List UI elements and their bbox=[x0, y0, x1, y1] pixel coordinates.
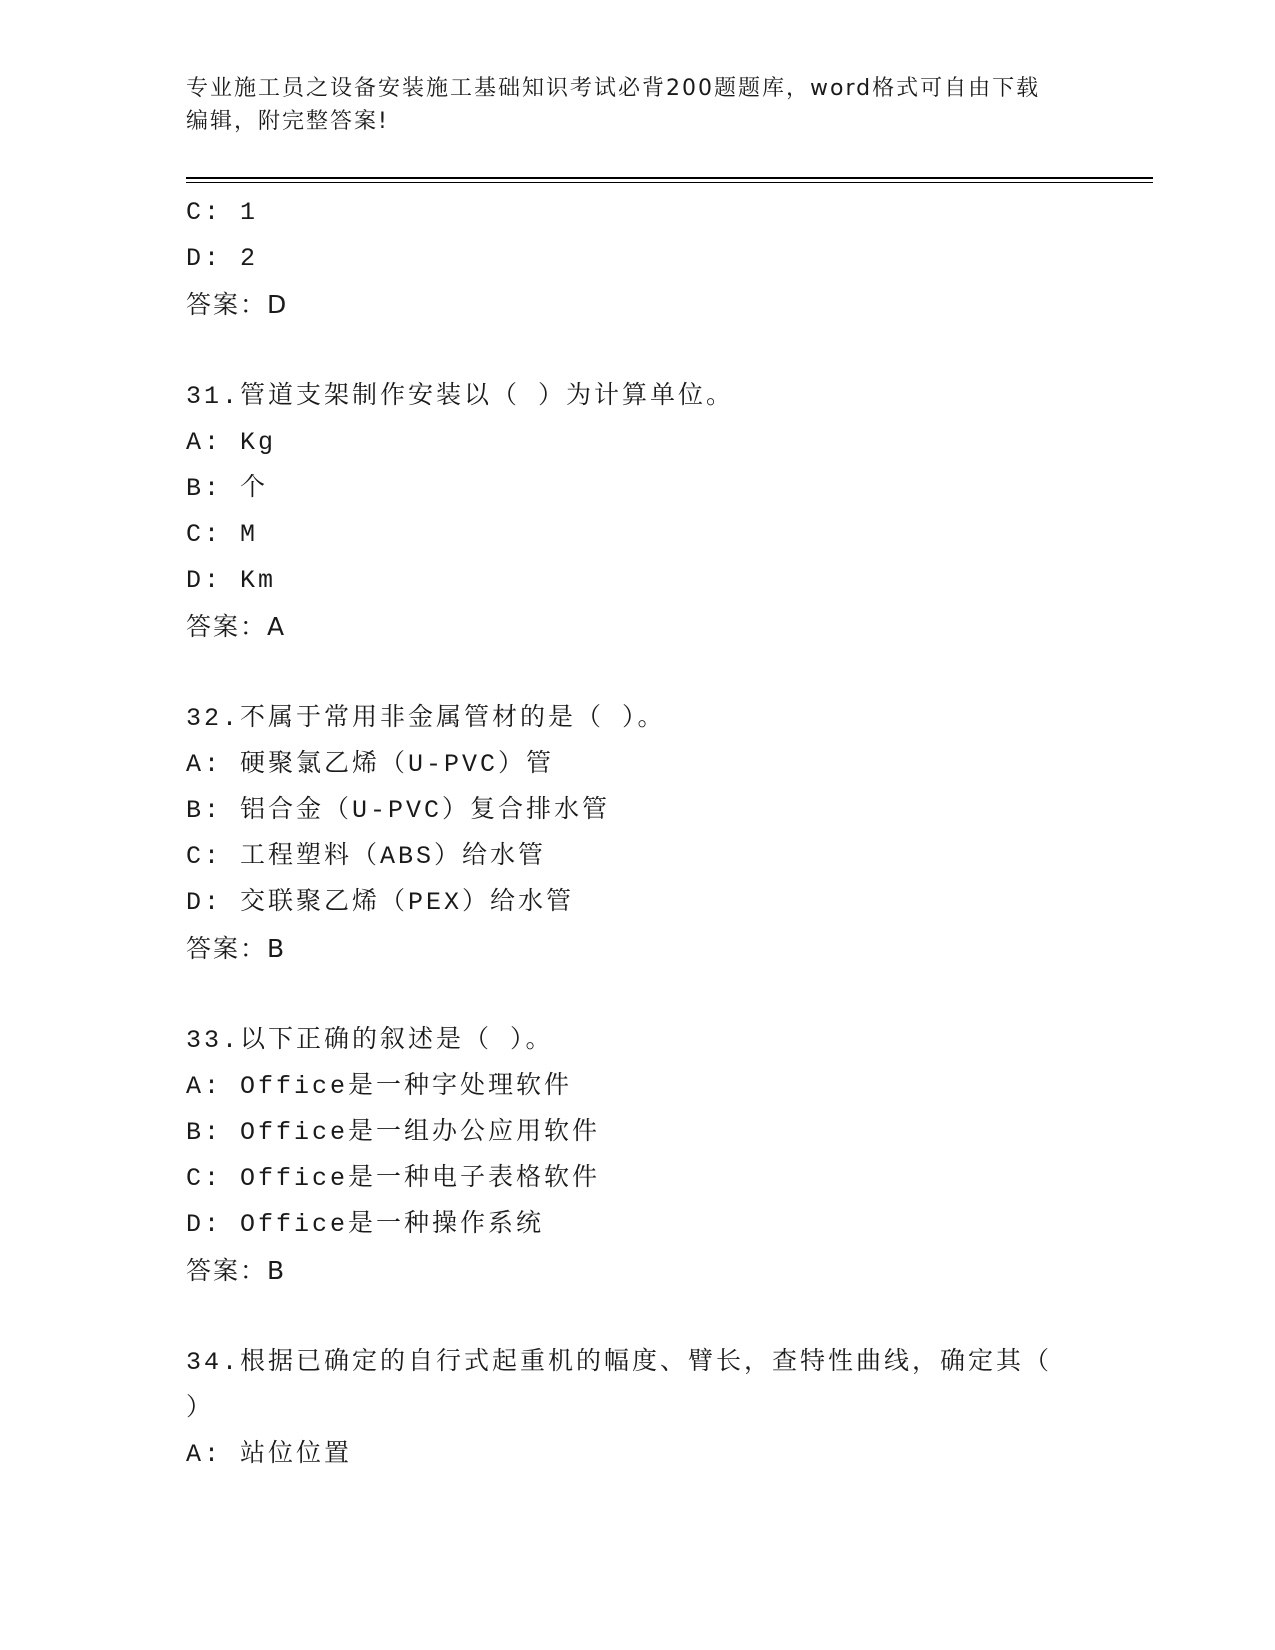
q33-option-a: A: Office是一种字处理软件 bbox=[186, 1072, 573, 1101]
spacer bbox=[186, 972, 1146, 1018]
q32-answer: 答案：B bbox=[186, 934, 287, 963]
q32-question: 32.不属于常用非金属管材的是（ ）。 bbox=[186, 704, 666, 733]
q32-option-b: B: 铝合金（U-PVC）复合排水管 bbox=[186, 796, 611, 825]
q31-option-c: C: M bbox=[186, 520, 259, 549]
q31-option-d: D: Km bbox=[186, 566, 277, 595]
header-divider-top bbox=[186, 177, 1153, 179]
question-list bbox=[186, 190, 1146, 1478]
q31-answer: 答案：A bbox=[186, 612, 287, 641]
q30-option-d: D: 2 bbox=[186, 244, 259, 273]
spacer bbox=[186, 328, 1146, 374]
header-title-line2: 编辑，附完整答案! bbox=[186, 109, 389, 134]
q32-option-d: D: 交联聚乙烯（PEX）给水管 bbox=[186, 888, 575, 917]
header-title-line1: 专业施工员之设备安装施工基础知识考试必背200题题库，word格式可自由下载 bbox=[186, 76, 1041, 101]
q30-answer: 答案：D bbox=[186, 290, 289, 319]
q34-question-line2: ） bbox=[186, 1394, 215, 1423]
header-divider-bottom bbox=[186, 182, 1153, 183]
q32-option-a: A: 硬聚氯乙烯（U-PVC）管 bbox=[186, 750, 555, 779]
q33-option-d: D: Office是一种操作系统 bbox=[186, 1210, 545, 1239]
q33-answer: 答案：B bbox=[186, 1256, 287, 1285]
q34-option-a: A: 站位位置 bbox=[186, 1440, 353, 1469]
document-header bbox=[186, 72, 1086, 138]
q33-option-b: B: Office是一组办公应用软件 bbox=[186, 1118, 601, 1147]
q31-option-a: A: Kg bbox=[186, 428, 277, 457]
spacer bbox=[186, 1294, 1146, 1340]
q33-option-c: C: Office是一种电子表格软件 bbox=[186, 1164, 601, 1193]
spacer bbox=[186, 650, 1146, 696]
q34-question-line1: 34.根据已确定的自行式起重机的幅度、臂长，查特性曲线，确定其（ bbox=[186, 1348, 1053, 1377]
q32-option-c: C: 工程塑料（ABS）给水管 bbox=[186, 842, 547, 871]
q31-option-b: B: 个 bbox=[186, 474, 269, 503]
q30-option-c: C: 1 bbox=[186, 198, 259, 227]
q33-question: 33.以下正确的叙述是（ ）。 bbox=[186, 1026, 554, 1055]
q31-question: 31.管道支架制作安装以（ ）为计算单位。 bbox=[186, 382, 735, 411]
